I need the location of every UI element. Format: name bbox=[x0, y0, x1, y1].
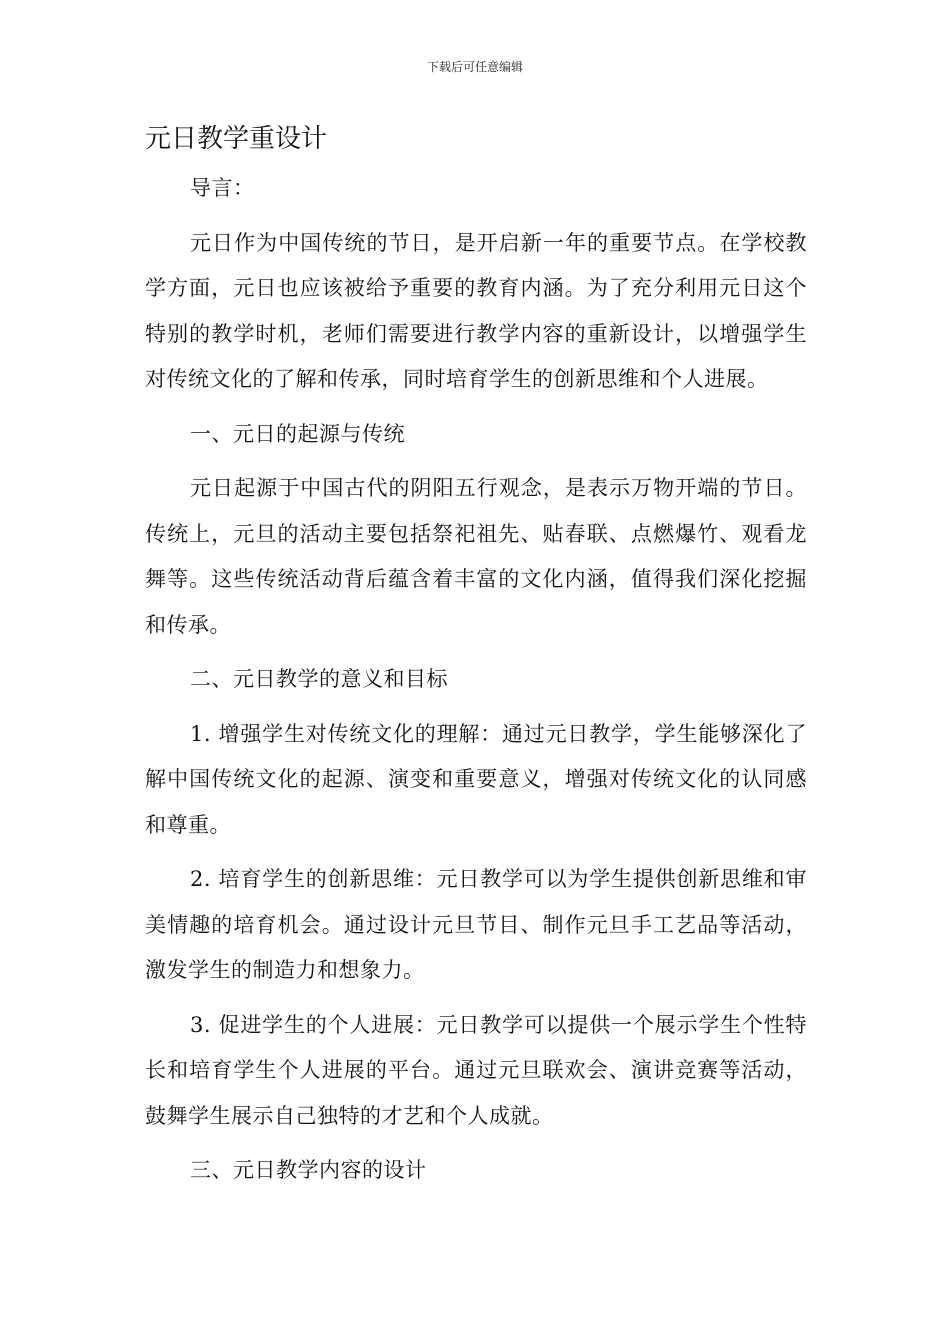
section-heading: 一、元日的起源与传统 bbox=[190, 421, 405, 446]
document-title: 元日教学重设计 bbox=[145, 124, 328, 154]
section-heading: 二、元日教学的意义和目标 bbox=[190, 667, 448, 691]
section-paragraph: 1. 增强学生对传统文化的理解：通过元日教学，学生能够深化了解中国传统文化的起源、演变和重要意义，增强对传统文化的认同感和尊重。 bbox=[145, 721, 807, 837]
section-paragraph: 3. 促进学生的个人进展：元日教学可以提供一个展示学生个性特长和培育学生个人进展的平台。通过元旦联欢会、演讲竞赛等活动，鼓舞学生展示自己独特的才艺和个人成就。 bbox=[145, 1012, 807, 1128]
section-heading: 三、元日教学内容的设计 bbox=[190, 1158, 427, 1182]
section-paragraph: 2. 培育学生的创新思维：元日教学可以为学生提供创新思维和审美情趣的培育机会。通过设计元旦节目、制作元旦手工艺品等活动，激发学生的制造力和想象力。 bbox=[145, 867, 807, 982]
intro-paragraph: 元日作为中国传统的节日，是开启新一年的重要节点。在学校教学方面，元日也应该被给予重要的教育内涵。为了充分利用元日这个特别的教学时机，老师们需要进行教学内容的重新设计，以增强学生对传统文化的了解和传承，同时培育学生的创新思维和个人进展。 bbox=[145, 230, 807, 391]
page-header-note: 下载后可任意编辑 bbox=[426, 60, 523, 74]
document-body bbox=[145, 166, 807, 1203]
section-paragraph: 元日起源于中国古代的阴阳五行观念，是表示万物开端的节日。传统上，元旦的活动主要包括祭祀祖先、贴春联、点燃爆竹、观看龙舞等。这些传统活动背后蕴含着丰富的文化内涵，值得我们深化挖掘和传承。 bbox=[145, 476, 807, 637]
intro-label: 导言： bbox=[190, 176, 255, 200]
